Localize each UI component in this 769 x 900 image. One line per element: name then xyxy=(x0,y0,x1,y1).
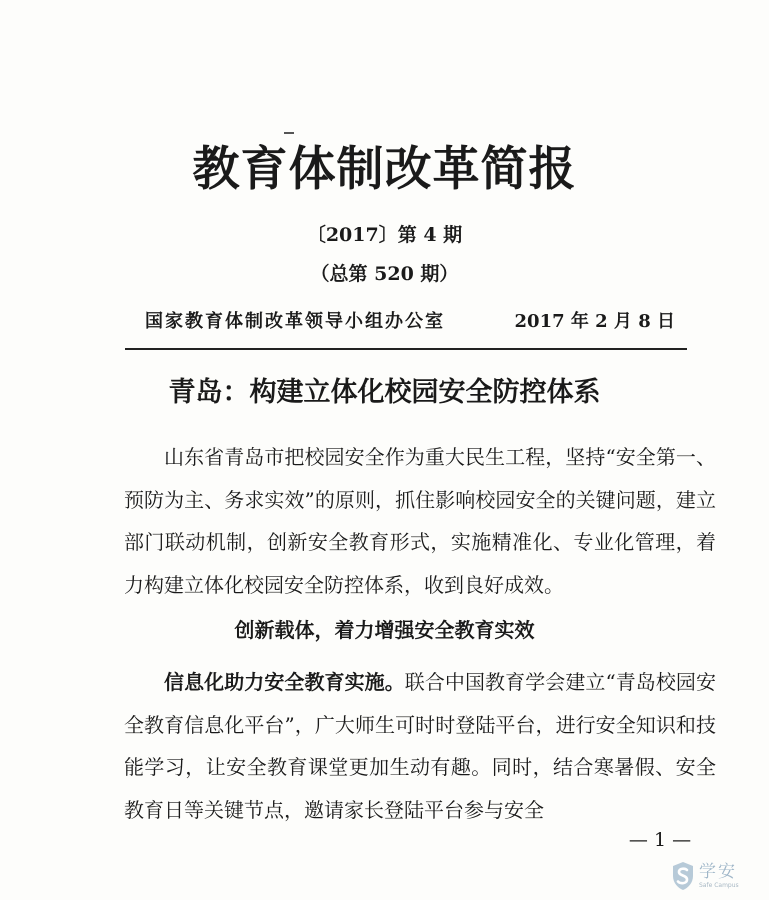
watermark-text-group xyxy=(699,861,739,889)
body-paragraph xyxy=(124,661,716,831)
watermark-text: 学安 xyxy=(699,861,737,882)
section-heading: 创新载体，着力增强安全教育实效 xyxy=(234,618,535,642)
watermark-subtext: Safe Campus xyxy=(699,881,739,889)
issuer-line xyxy=(145,309,675,335)
issuing-office: 国家教育体制改革领导小组办公室 xyxy=(145,311,445,332)
total-issue-number: （总第 520 期） xyxy=(310,263,459,285)
issue-date: 2017 年 2 月 8 日 xyxy=(514,311,675,332)
intro-paragraph: 山东省青岛市把校园安全作为重大民生工程，坚持“安全第一、预防为主、务求实效”的原则，抓住影响校园安全的关键问题，建立部门联动机制，创新安全教育形式，实施精准化、专业化管理，着力构建立体化校园安全防控体系，收到良好成效。 xyxy=(124,445,716,597)
paragraph-lead: 信息化助力安全教育实施。 xyxy=(164,670,405,694)
bulletin-title: 教育体制改革简报 xyxy=(192,142,577,197)
paragraph-body: 联合中国教育学会建立“青岛校园安全教育信息化平台”，广大师生可时时登陆平台，进行安全知识和技能学习，让安全教育课堂更加生动有趣。同时，结合寒暑假、安全教育日等关键节点，邀请家长登陆平台参与安全 xyxy=(124,670,717,822)
shield-s-logo-icon xyxy=(672,861,694,891)
issue-number: 〔2017〕第 4 期 xyxy=(306,224,463,246)
header-divider xyxy=(125,348,687,350)
watermark xyxy=(672,857,764,895)
scan-mark xyxy=(284,132,294,134)
page-number: — 1 — xyxy=(628,829,692,851)
article-title: 青岛：构建立体化校园安全防控体系 xyxy=(168,377,601,408)
